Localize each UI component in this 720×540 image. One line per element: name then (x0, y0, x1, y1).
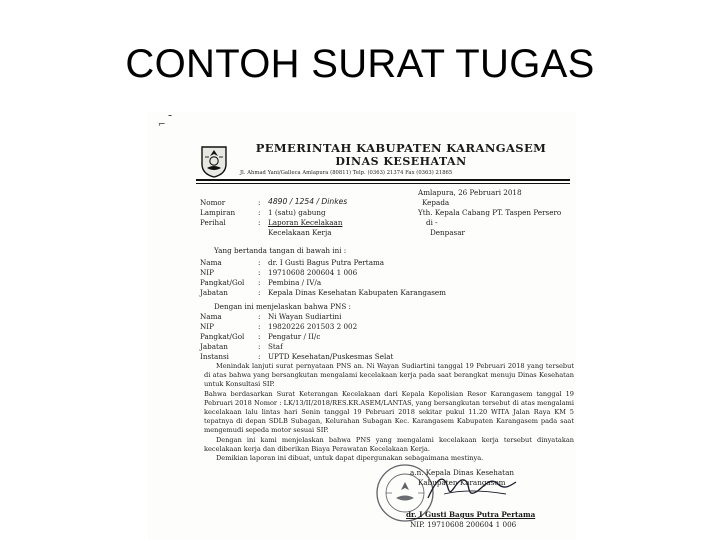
letter-date: Amlapura, 26 Pebruari 2018 (418, 188, 522, 197)
official-label: Nama (200, 258, 222, 267)
official-value: 19710608 200604 1 006 (268, 268, 358, 277)
employee-value: UPTD Kesehatan/Puskesmas Selat (268, 352, 394, 361)
employee-colon: : (258, 312, 261, 321)
field-colon: : (258, 218, 261, 227)
field-label-nomor: Nomor (200, 198, 226, 207)
field-value-perihal-cont: Kecelakaan Kerja (268, 228, 332, 237)
corner-mark: ⌐ (158, 120, 166, 130)
employee-value: Ni Wayan Sudiartini (268, 312, 342, 321)
employee-value: 19820226 201503 2 002 (268, 322, 358, 331)
employee-label: Jabatan (200, 342, 228, 351)
declare-line: Dengan ini menjelaskan bahwa PNS : (214, 302, 351, 311)
employee-value: Pengatur / II/c (268, 332, 321, 341)
employee-value: Staf (268, 342, 283, 351)
employee-label: NIP (200, 322, 214, 331)
employee-label: Pangkat/Gol (200, 332, 245, 341)
official-label: NIP (200, 268, 214, 277)
paragraph-statement: Dengan ini kami menjelaskan bahwa PNS yang mengalami kecelakaan kerja tersebut dinyatakan kecelakaan kerja dan diberikan Biaya Perawatan Kecelakaan Kerja. (204, 436, 574, 453)
employee-colon: : (258, 352, 261, 361)
field-colon: : (258, 208, 261, 217)
field-label-lampiran: Lampiran (200, 208, 236, 217)
top-mark: - (168, 112, 173, 122)
employee-colon: : (258, 332, 261, 341)
official-label: Jabatan (200, 288, 228, 297)
paragraph-accident: Bahwa berdasarkan Surat Keterangan Kecelakaan dari Kepala Kepolisian Resor Karangasem tanggal 19 Pebruari 2018 Nomor : LK/13/II/2018/RES.KR.ASEM/LANTAS, yang bersangkutan tersebut di atas mengalami kecelakaan lalu lintas hari Senin tanggal 19 Pebruari 2018 sekitar pukul 11.20 WITA Jalan Raya KM 5 tepatnya di depan SDLB Subagan, Kelurahan Subagan Kec. Karangasem Kabupaten Karangasem pada saat mengemudi sepeda motor sesuai SIP. (204, 390, 574, 434)
field-colon: : (258, 198, 261, 207)
signature-title-2: Kabupaten Karangasem (418, 478, 506, 487)
recipient-label: Kepada (422, 198, 450, 207)
official-value: Kepala Dinas Kesehatan Kabupaten Karangasem (268, 288, 446, 297)
official-colon: : (258, 268, 261, 277)
signatory-nip: NIP. 19710608 200604 1 006 (410, 520, 517, 529)
field-label-perihal: Perihal (200, 218, 226, 227)
letterhead-address: Jl. Ahmad Yani/Galleca Amlapura (80811) Telp. (0363) 21374 Fax (0363) 21865 (240, 170, 453, 176)
letter-scan (148, 112, 576, 540)
official-value: Pembina / IV/a (268, 278, 322, 287)
employee-colon: : (258, 342, 261, 351)
letterhead-rule (196, 179, 570, 181)
signatory-name: dr. I Gusti Bagus Putra Pertama (406, 510, 536, 519)
official-label: Pangkat/Gol (200, 278, 245, 287)
letterhead-rule-thin (196, 183, 570, 184)
official-colon: : (258, 278, 261, 287)
intro-line: Yang bertanda tangan di bawah ini : (214, 246, 347, 255)
letterhead-government: PEMERINTAH KABUPATEN KARANGASEM (255, 141, 547, 155)
handwritten-signature-icon (424, 464, 520, 510)
field-value-perihal: Laporan Kecelakaan (268, 218, 343, 227)
recipient-prefix: di - (426, 218, 438, 227)
paragraph-followup: Menindak lanjuti surat pernyataan PNS an. Ni Wayan Sudiartini tanggal 19 Pebruari 2018 yang tersebut di atas bahwa yang bersangkutan mengalami kecelakaan kerja pada saat berangkat menuju Dinas Kesehatan untuk Konsultasi SIP. (204, 362, 574, 388)
official-colon: : (258, 258, 261, 267)
signature-title-1: a.n. Kepala Dinas Kesehatan (410, 468, 514, 477)
slide-title: CONTOH SURAT TUGAS (125, 42, 595, 86)
employee-label: Instansi (200, 352, 229, 361)
recipient-city: Denpasar (430, 228, 465, 237)
official-value: dr. I Gusti Bagus Putra Pertama (268, 258, 385, 267)
regency-crest-icon (200, 144, 228, 178)
employee-label: Nama (200, 312, 222, 321)
employee-colon: : (258, 322, 261, 331)
letterhead-department: DINAS KESEHATAN (335, 155, 467, 168)
official-colon: : (258, 288, 261, 297)
field-value-nomor: 4890 / 1254 / Dinkes (268, 197, 348, 206)
paragraph-closing: Demikian laporan ini dibuat, untuk dapat dipergunakan sebagaimana mestinya. (216, 454, 484, 462)
field-value-lampiran: 1 (satu) gabung (268, 208, 326, 217)
recipient-name: Yth. Kepala Cabang PT. Taspen Persero (418, 208, 562, 217)
